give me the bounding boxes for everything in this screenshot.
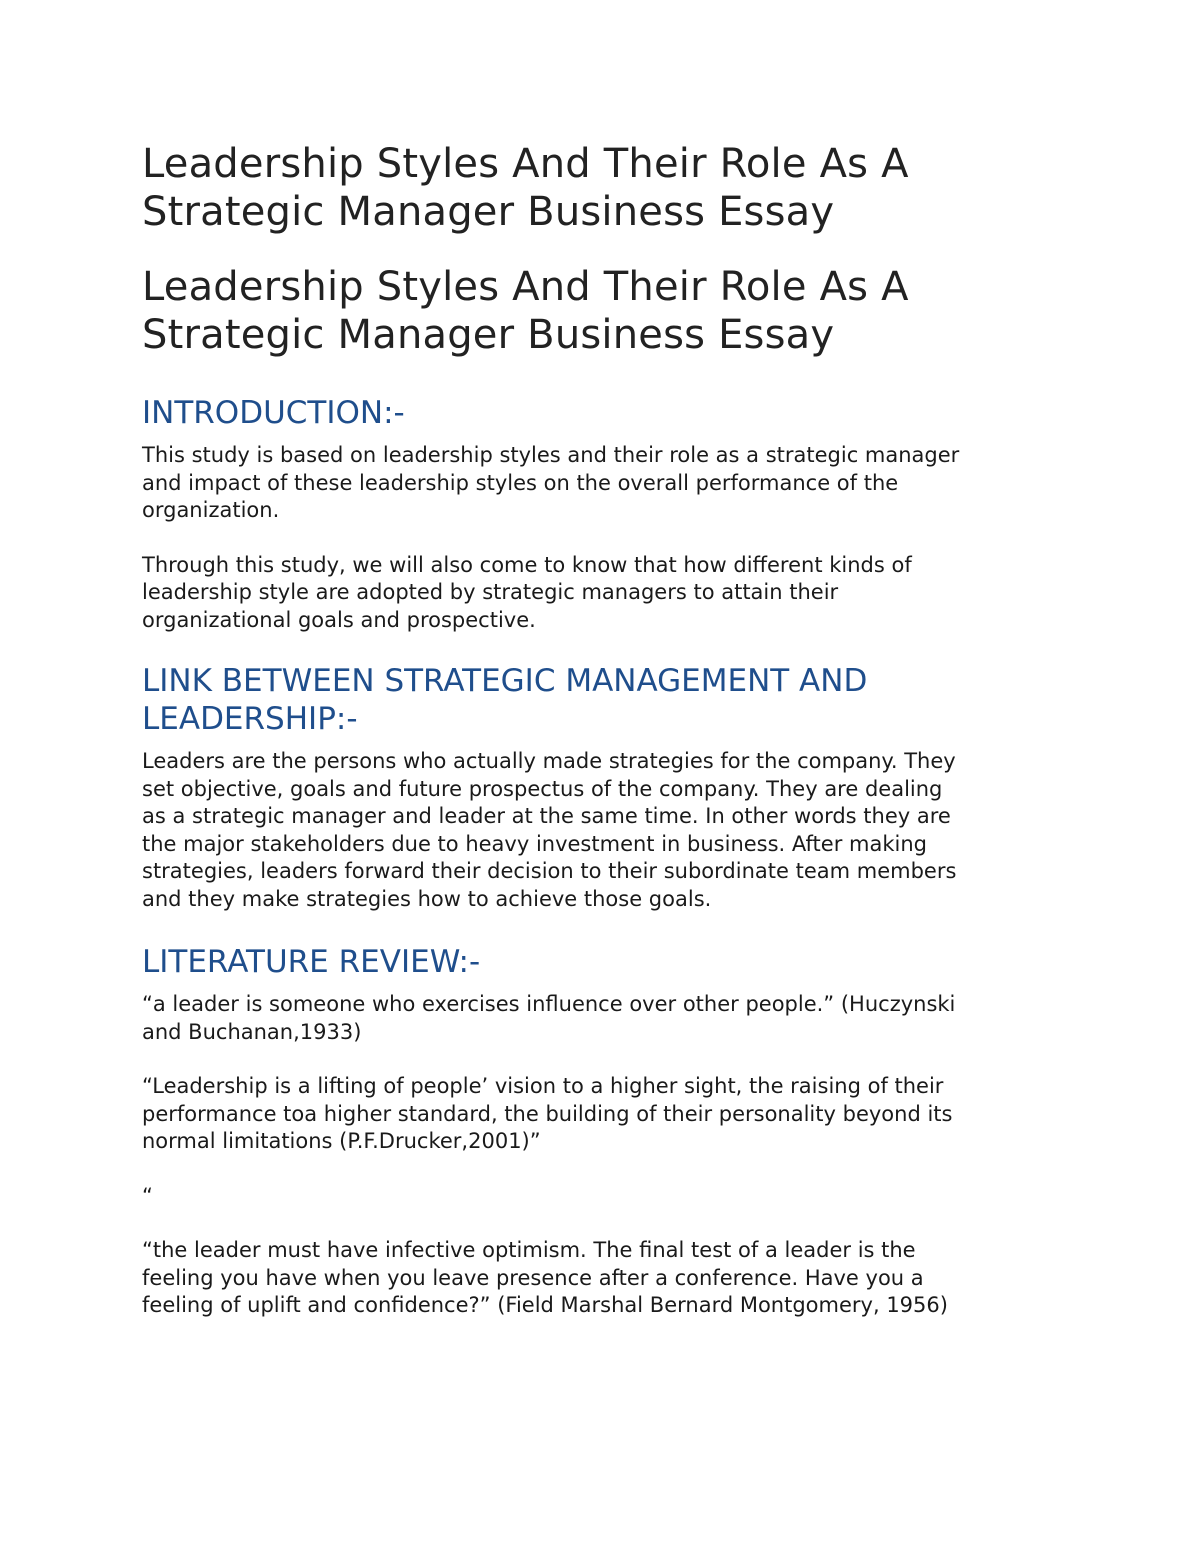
introduction-paragraph-1: This study is based on leadership styles and their role as a strategic manager and impact of these leadership styles on the overall performance of the organization. <box>142 443 960 522</box>
document-page <box>142 140 1072 1320</box>
introduction-heading: INTRODUCTION:- <box>142 395 405 431</box>
literature-review-heading: LITERATURE REVIEW:- <box>142 944 481 980</box>
document-title: Leadership Styles And Their Role As A Strategic Manager Business Essay <box>142 141 909 235</box>
document-title-repeat: Leadership Styles And Their Role As A Strategic Manager Business Essay <box>142 264 909 358</box>
literature-quote-2: “Leadership is a lifting of people’ vision to a higher sight, the raising of their performance toa higher standard, the building of their personality beyond its normal limitations (P.F.Drucker,2001)” <box>142 1074 953 1153</box>
literature-quote-1: “a leader is someone who exercises influence over other people.” (Huczynski and Buchanan,1933) <box>142 992 956 1044</box>
introduction-paragraph-2: Through this study, we will also come to know that how different kinds of leadership style are adopted by strategic managers to attain their organizational goals and prospective. <box>142 552 912 632</box>
literature-quote-3: “the leader must have infective optimism. The final test of a leader is the feeling you have when you leave presence after a conference. Have you a feeling of uplift and confidence?” (Field Marshal Bernard Montgomery, 1956) <box>142 1238 948 1317</box>
link-paragraph: Leaders are the persons who actually made strategies for the company. They set objective, goals and future prospectus of the company. They are dealing as a strategic manager and leader at the same time. In other words they are the major stakeholders due to heavy investment in business. After making strategies, leaders forward their decision to their subordinate team members and they make strategies how to achieve those goals. <box>142 749 957 911</box>
literature-stray-quote-mark: “ <box>142 1183 153 1208</box>
link-heading: LINK BETWEEN STRATEGIC MANAGEMENT AND LEADERSHIP:- <box>142 663 868 737</box>
